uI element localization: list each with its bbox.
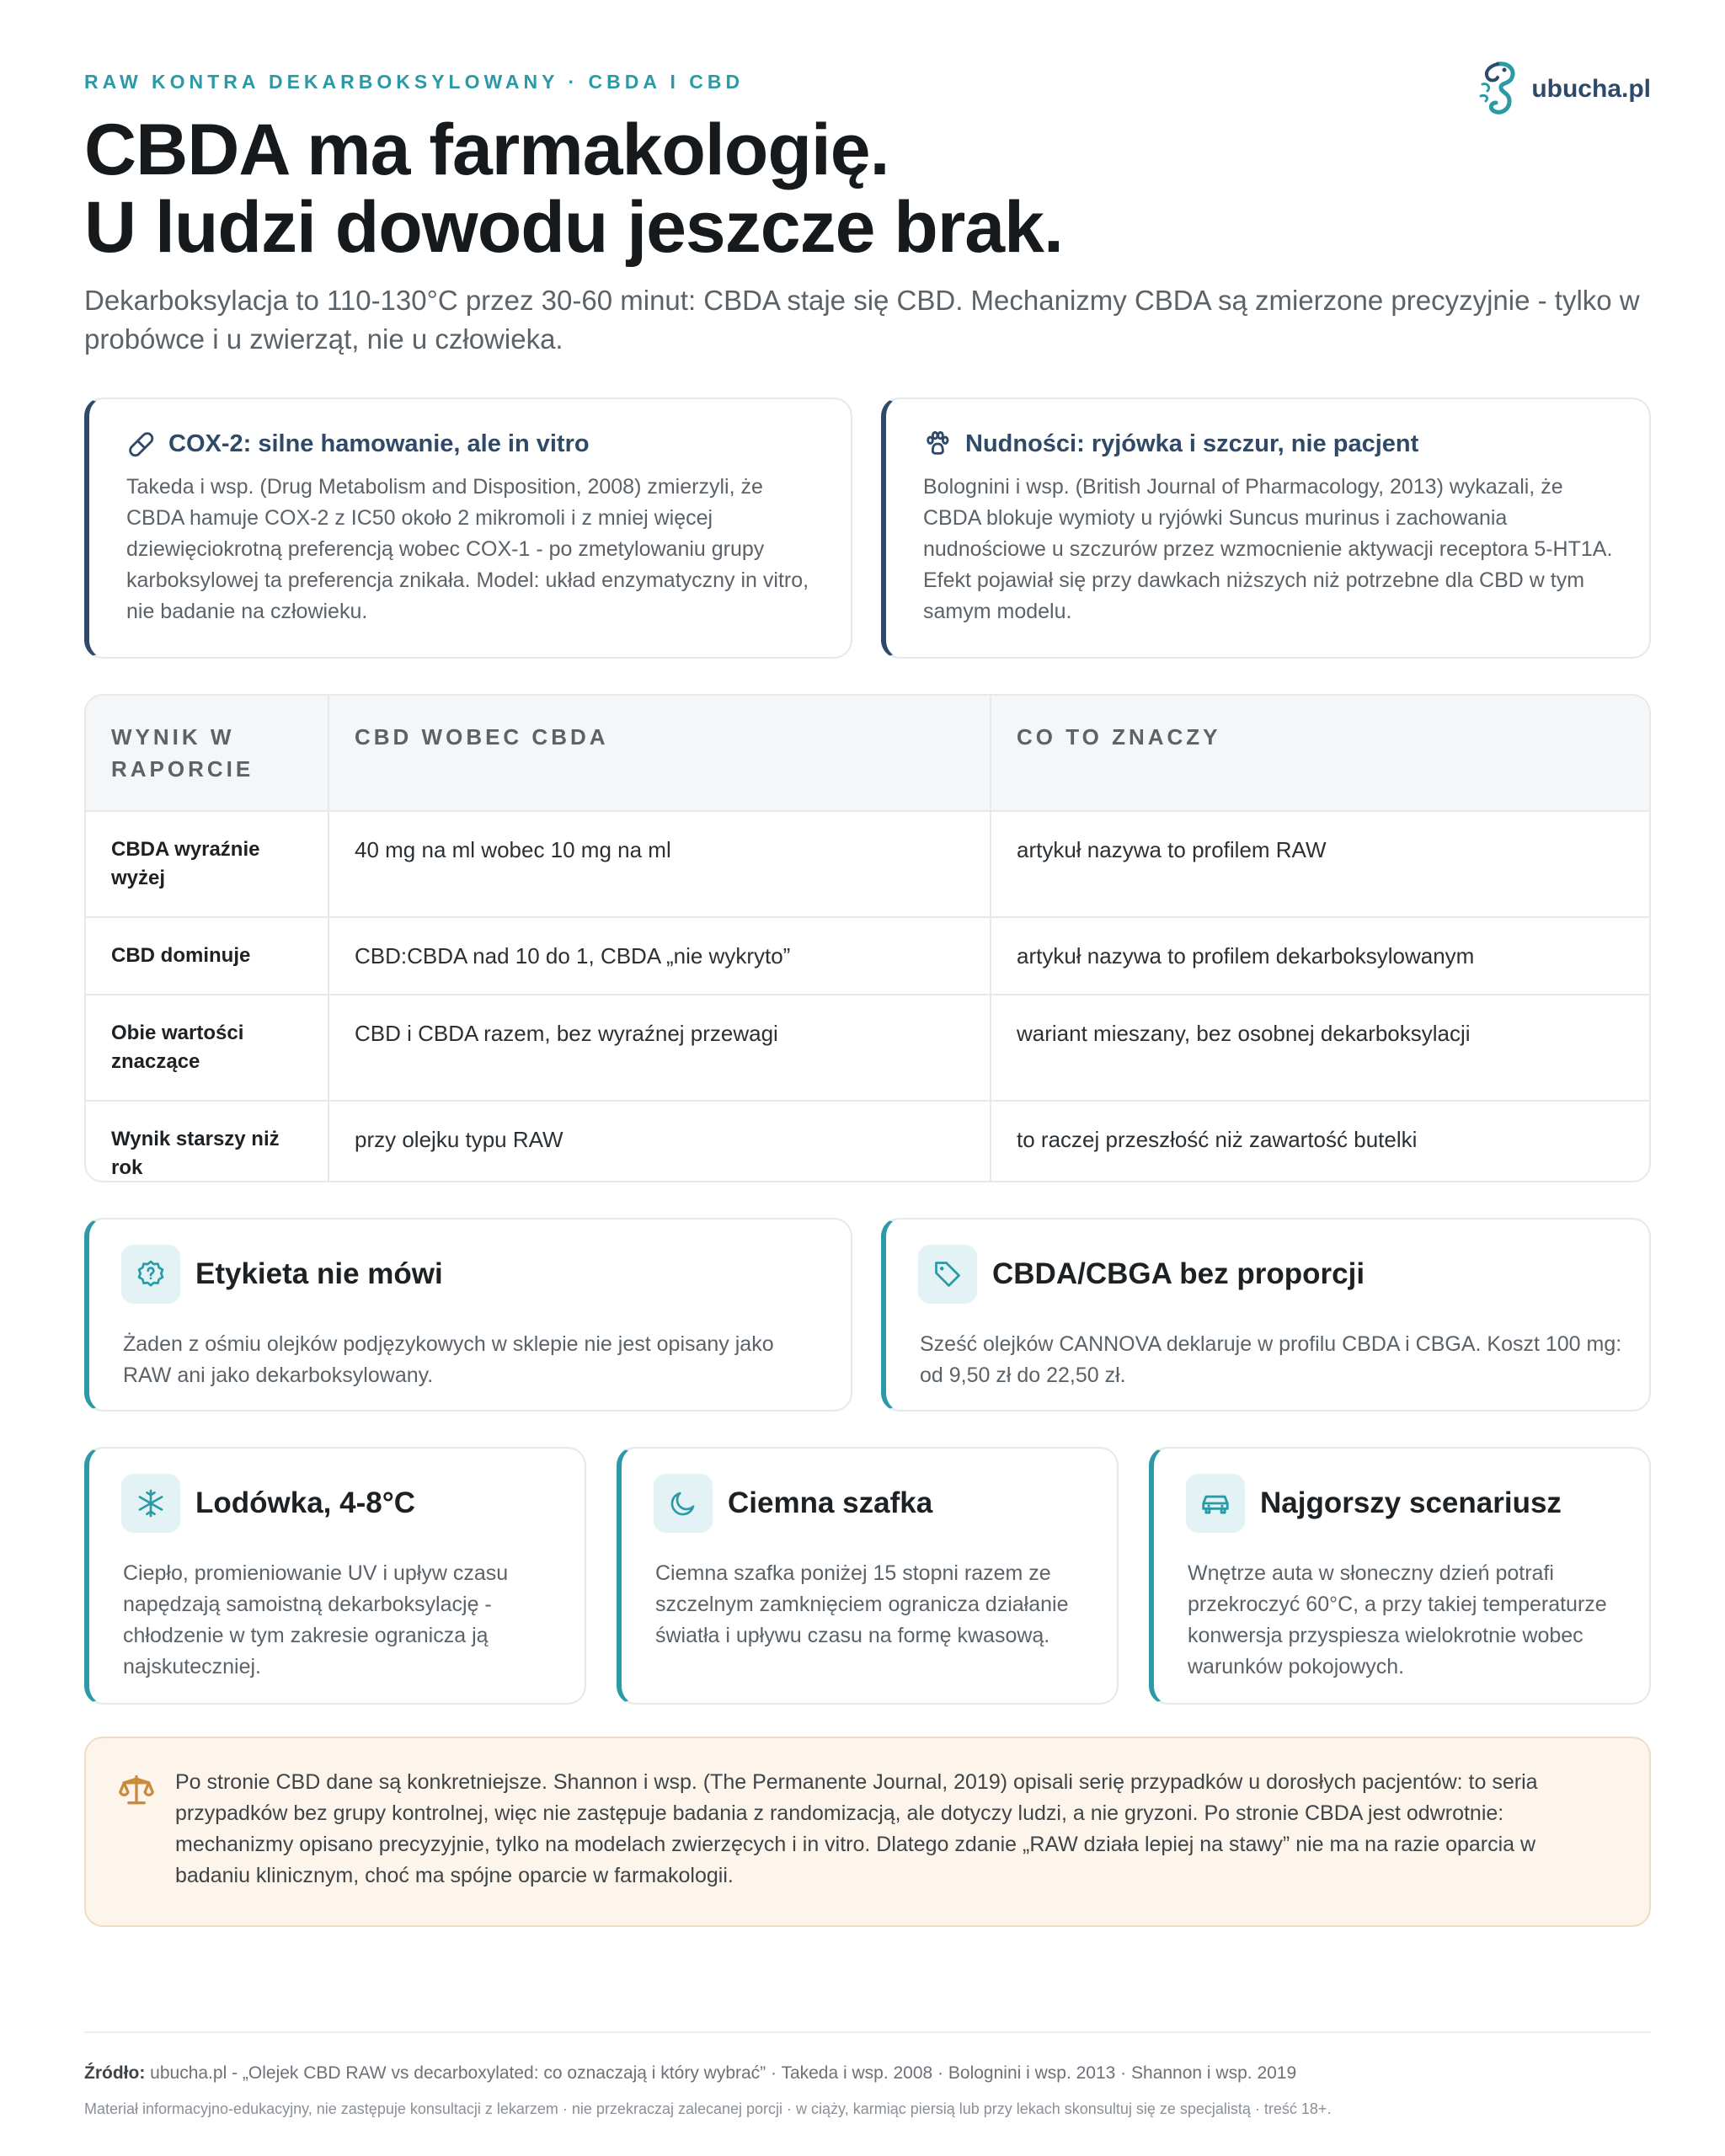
title-line-1: CBDA ma farmakologię. — [84, 109, 889, 190]
cox2-card-title: COX-2: silne hamowanie, ale in vitro — [126, 430, 590, 458]
table-row-label: CBDA wyraźnie wyżej — [86, 811, 328, 917]
badge-question-icon — [136, 1259, 166, 1289]
label-card — [84, 1218, 852, 1412]
fridge-card — [84, 1447, 586, 1705]
table-header-row — [86, 696, 1649, 811]
results-table — [84, 694, 1651, 1182]
snowflake-icon — [136, 1488, 166, 1518]
cox2-card-body: Takeda i wsp. (Drug Metabolism and Disposition, 2008) zmierzyli, że CBDA hamuje COX-2 z IC50 około 2 mikromoli i z mniej więcej dziewięciokrotną preferencją wobec COX-1 - po zmetylowaniu grupy karboksylowej ta preferencja znikała. Model: układ enzymatyczny in vitro, nie badanie na człowieku. — [126, 475, 809, 623]
cbda-cbga-card — [881, 1218, 1651, 1412]
cox2-card — [84, 398, 852, 659]
table-row — [86, 917, 1649, 995]
worst-case-card-title: Najgorszy scenariusz — [1186, 1474, 1562, 1533]
source-line — [84, 2063, 1651, 2084]
table-cell: 40 mg na ml wobec 10 mg na ml — [328, 811, 991, 917]
label-card-body: Żaden z ośmiu olejków podjęzykowych w sklepie nie jest opisany jako RAW ani jako dekarboksylowany. — [123, 1332, 774, 1387]
table-header-cell: CBD WOBEC CBDA — [328, 696, 991, 811]
scale-icon — [118, 1772, 155, 1809]
nausea-card — [881, 398, 1651, 659]
worst-case-card — [1149, 1447, 1651, 1705]
infographic-page — [84, 0, 1651, 2156]
dark-cabinet-card-title: Ciemna szafka — [654, 1474, 932, 1533]
brand-name: ubucha.pl — [1531, 75, 1651, 103]
source-label: Źródło: — [84, 2063, 146, 2083]
table-row — [86, 995, 1649, 1101]
cbda-cbga-card-title: CBDA/CBGA bez proporcji — [918, 1245, 1365, 1304]
table-row-label: Wynik starszy niż rok — [86, 1101, 328, 1182]
table-cell: przy olejku typu RAW — [328, 1101, 991, 1182]
title-line-2: U ludzi dowodu jeszcze brak. — [84, 187, 1063, 268]
table-row — [86, 1101, 1649, 1182]
kicker: RAW KONTRA DEKARBOKSYLOWANY · CBDA I CBD — [84, 71, 745, 93]
table-cell: artykuł nazywa to profilem dekarboksylowanym — [991, 917, 1649, 995]
moon-icon — [668, 1488, 698, 1518]
fridge-card-title: Lodówka, 4-8°C — [121, 1474, 415, 1533]
lead-paragraph: Dekarboksylacja to 110-130°C przez 30-60 minut: CBDA staje się CBD. Mechanizmy CBDA są zmierzone precyzyjnie - tylko w probówce i u zwierząt, nie u człowieka. — [84, 285, 1640, 355]
table-cell: to raczej przeszłość niż zawartość butelki — [991, 1101, 1649, 1182]
table-header-cell: CO TO ZNACZY — [991, 696, 1649, 811]
pill-icon — [126, 430, 155, 458]
fridge-card-body: Ciepło, promieniowanie UV i upływ czasu napędzają samoistną dekarboksylację - chłodzenie w tym zakresie ogranicza ją najskuteczniej. — [123, 1561, 509, 1678]
dark-cabinet-card — [617, 1447, 1119, 1705]
worst-case-card-body: Wnętrze auta w słoneczny dzień potrafi przekroczyć 60°C, a przy takiej temperaturze konwersja przyspiesza wielokrotnie wobec warunków pokojowych. — [1188, 1561, 1607, 1678]
disclaimer: Materiał informacyjno-edukacyjny, nie zastępuje konsultacji z lekarzem · nie przekraczaj zalecanej porcji · w ciąży, karmiąc piersią lub przy lekach skonsultuj się ze specjalistą · treść 18+. — [84, 2100, 1332, 2117]
table-cell: wariant mieszany, bez osobnej dekarboksylacji — [991, 995, 1649, 1101]
footer-divider — [84, 2031, 1651, 2033]
table-row — [86, 811, 1649, 917]
nausea-card-title: Nudności: ryjówka i szczur, nie pacjent — [923, 430, 1418, 458]
dark-cabinet-card-body: Ciemna szafka poniżej 15 stopni razem ze szczelnym zamknięciem ogranicza działanie światła i upływu czasu na formę kwasową. — [655, 1561, 1069, 1647]
table-cell: artykuł nazywa to profilem RAW — [991, 811, 1649, 917]
label-card-title: Etykieta nie mówi — [121, 1245, 443, 1304]
table-cell: CBD i CBDA razem, bez wyraźnej przewagi — [328, 995, 991, 1101]
table-row-label: CBD dominuje — [86, 917, 328, 995]
car-icon — [1199, 1487, 1231, 1519]
source-text: ubucha.pl - „Olejek CBD RAW vs decarboxylated: co oznaczają i który wybrać” · Takeda i wsp. 2008 · Bolognini i wsp. 2013 · Shannon i wsp. 2019 — [150, 2063, 1297, 2083]
tag-icon — [932, 1259, 963, 1289]
evidence-note — [84, 1737, 1651, 1927]
cbda-cbga-card-body: Sześć olejków CANNOVA deklaruje w profilu CBDA i CBGA. Koszt 100 mg: od 9,50 zł do 22,50 zł. — [920, 1332, 1622, 1387]
table-cell: CBD:CBDA nad 10 do 1, CBDA „nie wykryto” — [328, 917, 991, 995]
table-row-label: Obie wartości znaczące — [86, 995, 328, 1101]
page-title — [84, 111, 1651, 266]
table-header-cell: WYNIK W RAPORCIE — [86, 696, 328, 811]
nausea-card-body: Bolognini i wsp. (British Journal of Pharmacology, 2013) wykazali, że CBDA blokuje wymioty u ryjówki Suncus murinus i zachowania nudnościowe u szczurów przez wzmocnienie aktywacji receptora 5-HT1A. Efekt pojawiał się przy dawkach niższych niż potrzebne dla CBD w tym samym modelu. — [923, 475, 1613, 623]
paw-icon — [923, 430, 952, 458]
note-text: Po stronie CBD dane są konkretniejsze. Shannon i wsp. (The Permanente Journal, 2019) opisali serię przypadków u dorosłych pacjentów: to seria przypadków bez grupy kontrolnej, więc nie zastępuje badania z randomizacją, ale dotyczy ludzi, a nie gryzoni. Po stronie CBDA jest odwrotnie: mechanizmy opisano precyzyjnie, tylko na modelach zwierzęcych i in vitro. Dlatego zdanie „RAW działa lepiej na stawy” nie ma na razie oparcia w badaniu klinicznym, choć ma spójne oparcie w farmakologii. — [175, 1770, 1538, 1887]
